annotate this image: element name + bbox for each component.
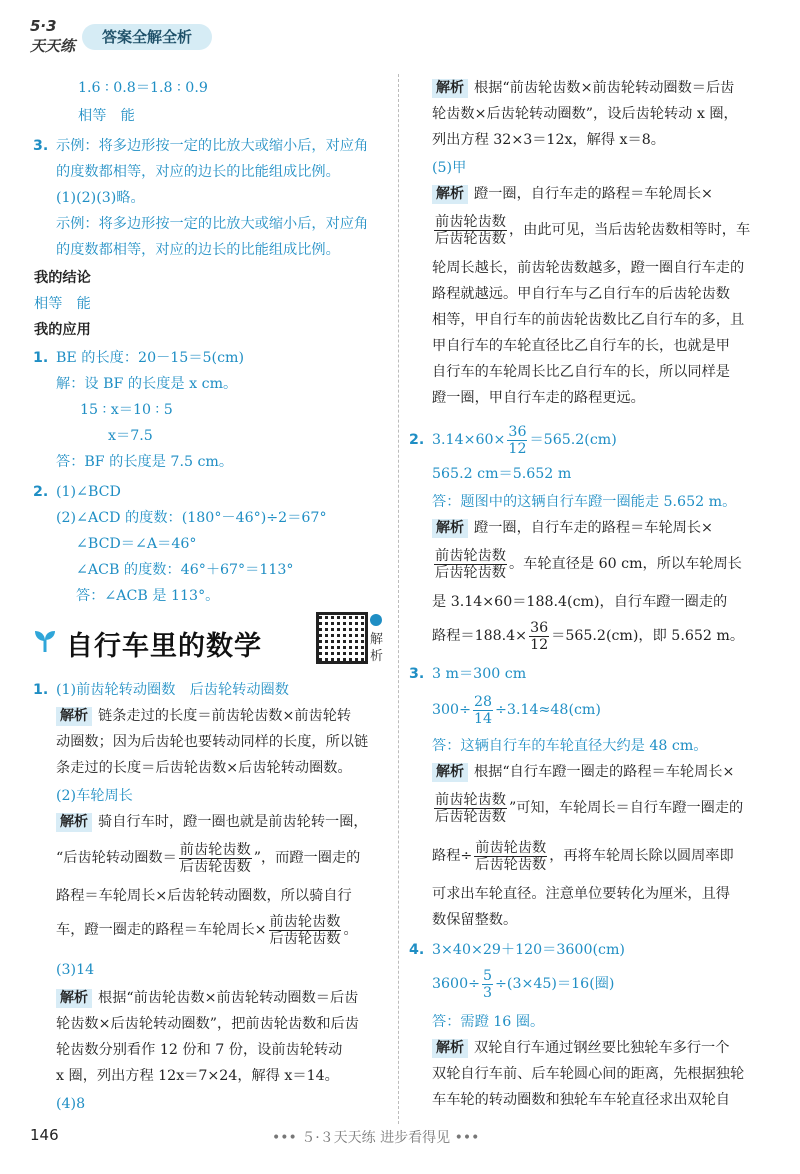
s4-line: 双轮自行车前、后车轮圆心间的距离，先根据独轮 [432,1066,745,1082]
q3-line: 示例：将多边形按一定的比放大或缩小后，对应角 [56,138,369,154]
s4-line: 3×40×29＋120＝3600(cm) [432,942,625,958]
q3-line: 示例：将多边形按一定的比放大或缩小后，对应角 [56,216,369,232]
r-line: 轮周长越长，前齿轮齿数越多，蹬一圈自行车走的 [432,260,745,276]
a1-number: 1. [33,350,49,366]
analysis-tag: 解析 [432,79,468,98]
s3-formula: 路程÷ $\frac{\text{前齿轮齿数}}{\text{后齿轮齿数}}$ ，再将车轮周长除以圆周率即 [432,839,734,873]
b1-number: 1. [33,682,49,698]
b1-line: 动圈数；因为后齿轮也要转动同样的长度，所以链 [56,734,369,750]
dots-left-icon: ••• [272,1130,297,1146]
s4-formula: 3600÷ $\frac{5}{3}$ ÷(3×45)＝16(圈) [432,967,615,1001]
s2-formula: 路程＝188.4× $\frac{36}{12}$ ＝565.2(cm)，即 5.652 m。 [432,619,745,653]
logo-top: 5·3 [30,17,57,35]
b2-formula: “后齿轮转动圈数＝ $\frac{\text{前齿轮齿数}}{\text{后齿轮齿数}}$ ”，而蹬一圈走的 [56,841,361,875]
r-line: 自行车的车轮周长比乙自行车的长，所以同样是 [432,364,730,380]
b3-line: (3)14 [56,962,95,978]
dots-right-icon: ••• [454,1130,480,1146]
conclusion-text: 相等 能 [34,296,91,312]
analysis-tag: 解析 [56,989,92,1008]
q3-number: 3. [33,138,49,154]
fraction: $\frac{28}{14}$ [473,693,493,727]
a1-line: 解：设 BF 的长度是 x cm。 [56,376,238,392]
sprout-icon [32,628,58,654]
s3-line: 数保留整数。 [432,912,518,928]
analysis-tag: 解析 [432,763,468,782]
r-formula: $\frac{\text{前齿轮齿数}}{\text{后齿轮齿数}}$ ，由此可见，当后齿轮齿数相等时，车 [435,213,751,247]
fraction: $\frac{\text{前齿轮齿数}}{\text{后齿轮齿数}}$ [435,547,506,581]
b1-line: 条走过的长度＝后齿轮齿数×后齿轮转动圈数。 [56,760,352,776]
q3-line: 的度数都相等，对应的边长的比能组成比例。 [56,164,340,180]
r-analysis: 解析 蹬一圈，自行车走的路程＝车轮周长× [432,184,713,204]
fraction: $\frac{\text{前齿轮齿数}}{\text{后齿轮齿数}}$ [435,791,506,825]
analysis-tag: 解析 [56,707,92,726]
b2-analysis: 解析 骑自行车时，蹬一圈也就是前齿轮转一圈， [56,812,368,832]
r-line: 蹬一圈，甲自行车走的路程更远。 [432,390,645,406]
a1-line: x＝7.5 [108,428,153,444]
b1-analysis: 解析 链条走过的长度＝前齿轮齿数×前齿轮转 [56,706,351,726]
logo-bottom: 天天练 [30,37,76,55]
header-banner: 答案全解全析 [82,24,212,50]
s3-number: 3. [409,666,425,682]
fraction: $\frac{\text{前齿轮齿数}}{\text{后齿轮齿数}}$ [435,213,506,247]
s3-formula: 300÷ $\frac{28}{14}$ ÷3.14≈48(cm) [432,693,601,727]
b3-analysis: 解析 根据“前齿轮齿数×前齿轮转动圈数＝后齿 [56,988,358,1008]
fraction: $\frac{\text{前齿轮齿数}}{\text{后齿轮齿数}}$ [475,839,547,873]
a2-line: ∠ACB 的度数：46°＋67°＝113° [76,562,294,578]
analysis-tag: 解析 [432,185,468,204]
footer-slogan: ••• ５·３天天练 进步看得见 ••• [272,1130,480,1146]
s4-line: 答：需蹬 16 圈。 [432,1014,545,1030]
s3-line: 3 m＝300 cm [432,666,527,682]
a2-line: (2)∠ACD 的度数：(180°－46°)÷2＝67° [56,510,327,526]
b1-line: (1)前齿轮转动圈数 后齿轮转动圈数 [56,682,289,698]
b3-line: 轮齿数×后齿轮转动圈数”，把前齿轮齿数和后齿 [56,1016,359,1032]
r-line: (5)甲 [432,160,467,176]
s3-line: 可求出车轮直径。注意单位要转化为厘米，且得 [432,886,730,902]
b2-formula: 车，蹬一圈走的路程＝车轮周长× $\frac{\text{前齿轮齿数}}{\text{后齿轮齿数}}$ 。 [56,913,358,947]
conclusion-title: 我的结论 [34,270,91,286]
fraction: $\frac{\text{前齿轮齿数}}{\text{后齿轮齿数}}$ [269,913,341,947]
logo [30,16,88,56]
s2-line: 565.2 cm＝5.652 m [432,466,572,482]
s2-line: 答：题图中的这辆自行车蹬一圈能走 5.652 m。 [432,494,737,510]
b4-line: (4)8 [56,1096,86,1112]
a1-line: BE 的长度：20－15＝5(cm) [56,350,245,366]
fraction: $\frac{36}{12}$ [508,423,527,457]
fraction: $\frac{5}{3}$ [483,967,493,1001]
r-line: 甲自行车的车轮直径比乙自行车的长，也就是甲 [432,338,730,354]
r-line: 路程就越远。甲自行车与乙自行车的后齿轮齿数 [432,286,730,302]
play-icon [370,614,382,626]
q3-line: (1)(2)(3)略。 [56,190,145,206]
b2-line: (2)车轮周长 [56,788,133,804]
b3-line: x 圈，列出方程 12x＝7×24，解得 x＝14。 [56,1068,339,1084]
answer-line: 相等 能 [78,108,135,124]
s4-line: 车车轮的转动圈数和独轮车车轮直径求出双轮自 [432,1092,730,1108]
page-number: 146 [30,1126,59,1144]
s3-formula: $\frac{\text{前齿轮齿数}}{\text{后齿轮齿数}}$ ”可知，车轮周长＝自行车蹬一圈走的 [435,791,744,825]
fraction: $\frac{\text{前齿轮齿数}}{\text{后齿轮齿数}}$ [179,841,251,875]
s4-number: 4. [409,942,425,958]
b2-line: 路程＝车轮周长×后齿轮转动圈数，所以骑自行 [56,888,352,904]
q3-line: 的度数都相等，对应的边长的比能组成比例。 [56,242,340,258]
qr-label[interactable]: 解析 [370,614,386,665]
r-line: 轮齿数×后齿轮转动圈数”，设后齿轮转动 x 圈， [432,106,738,122]
r-analysis: 解析 根据“前齿轮齿数×前齿轮转动圈数＝后齿 [432,78,734,98]
s3-analysis: 解析 根据“自行车蹬一圈走的路程＝车轮周长× [432,762,734,782]
s4-analysis: 解析 双轮自行车通过钢丝要比独轮车多行一个 [432,1038,729,1058]
fraction: $\frac{36}{12}$ [530,619,549,653]
s2-formula: 3.14×60× $\frac{36}{12}$ ＝565.2(cm) [432,423,617,457]
a2-line: (1)∠BCD [56,484,121,500]
s3-line: 答：这辆自行车的车轮直径大约是 48 cm。 [432,738,708,754]
a1-line: 答：BF 的长度是 7.5 cm。 [56,454,234,470]
analysis-tag: 解析 [432,519,468,538]
s2-line: 是 3.14×60＝188.4(cm)，自行车蹬一圈走的 [432,594,728,610]
analysis-tag: 解析 [432,1039,468,1058]
s2-number: 2. [409,432,425,448]
a2-number: 2. [33,484,49,500]
qr-code[interactable] [316,612,368,664]
a2-line: ∠BCD＝∠A＝46° [76,536,197,552]
r-line: 相等，甲自行车的前齿轮齿数比乙自行车的多，且 [432,312,745,328]
column-divider [398,74,399,1124]
s2-formula: $\frac{\text{前齿轮齿数}}{\text{后齿轮齿数}}$ 。车轮直径是 60 cm，所以车轮周长 [435,547,742,581]
ratio-line: 1.6 ∶ 0.8＝1.8 ∶ 0.9 [78,80,208,96]
application-title: 我的应用 [34,322,91,338]
a2-line: 答：∠ACB 是 113°。 [76,588,220,604]
analysis-tag: 解析 [56,813,92,832]
r-line: 列出方程 32×3＝12x，解得 x＝8。 [432,132,665,148]
b3-line: 轮齿数分别看作 12 份和 7 份，设前齿轮转动 [56,1042,343,1058]
section-title: 自行车里的数学 [66,631,262,662]
a1-line: 15 ∶ x＝10 ∶ 5 [80,402,173,418]
s2-analysis: 解析 蹬一圈，自行车走的路程＝车轮周长× [432,518,713,538]
